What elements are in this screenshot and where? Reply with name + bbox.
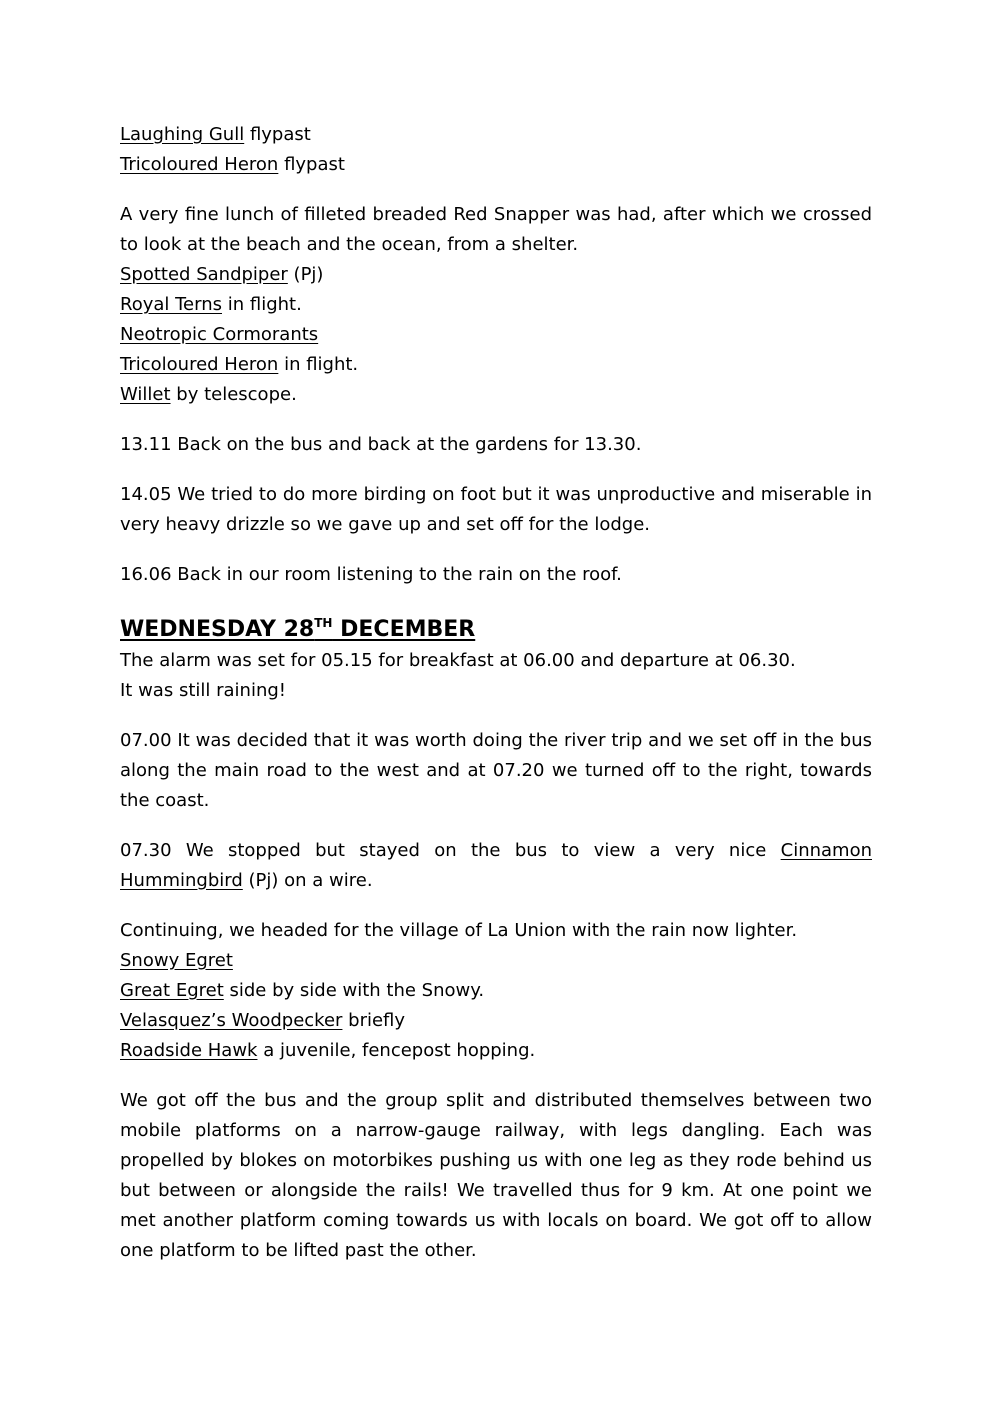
rain-line: It was still raining! [120,680,286,701]
bird-note: (Pj) [287,264,324,285]
bird-name: Cinnamon Hummingbird [120,840,872,891]
bird-entry [120,120,872,150]
paragraph-0730 [120,836,872,896]
continuing-line: Continuing, we headed for the village of La Union with the rain now lighter. [120,920,798,941]
bird-note: flypast [244,124,311,145]
bird-name: Velasquez’s Woodpecker [120,1010,343,1031]
bird-note: a juvenile, fencepost hopping. [257,1040,536,1061]
paragraph-0730-note: (Pj) on a wire. [242,870,373,891]
lunch-section [120,200,872,410]
bird-note: by telescope. [170,384,297,405]
paragraph-1606: 16.06 Back in our room listening to the rain on the roof. [120,564,622,585]
bird-entry [120,1006,872,1036]
bird-note: flypast [278,154,345,175]
paragraph-0700: 07.00 It was decided that it was worth doing the river trip and we set off in the bus along the main road to the west and at 07.20 we turned off to the right, towards the coast. [120,730,872,811]
document-page [120,120,872,1286]
bird-entry [120,946,872,976]
continuing-section [120,916,872,1066]
bird-name: Willet [120,384,171,405]
alarm-line: The alarm was set for 05.15 for breakfast at 06.00 and departure at 06.30. [120,650,796,671]
bird-note: in flight. [222,294,302,315]
bird-name: Roadside Hawk [120,1040,258,1061]
bird-entry [120,290,872,320]
bird-name: Great Egret [120,980,224,1001]
paragraph-platforms: We got off the bus and the group split and distributed themselves between two mobile platforms on a narrow-gauge railway, with legs dangling. Each was propelled by blokes on motorbikes pushing us with one leg as they rode behind us but between or alongside the rails! We travelled thus for 9 km. At one point we met another platform coming towards us with locals on board. We got off to allow one platform to be lifted past the other. [120,1090,872,1261]
bird-name: Tricoloured Heron [120,154,279,175]
alarm-section [120,646,872,706]
bird-entry [120,320,872,350]
bird-entry [120,350,872,380]
bird-entry [120,260,872,290]
heading-ordinal: TH [314,616,333,630]
bird-entry [120,380,872,410]
paragraph-1405: 14.05 We tried to do more birding on foot but it was unproductive and miserable in very heavy drizzle so we gave up and set off for the lodge. [120,484,872,535]
bird-name: Spotted Sandpiper [120,264,288,285]
bird-entry [120,150,872,180]
heading-date: WEDNESDAY 28 [120,617,315,642]
bird-name: Royal Terns [120,294,222,315]
lunch-paragraph: A very fine lunch of filleted breaded Red Snapper was had, after which we crossed to look at the beach and the ocean, from a shelter. [120,204,872,255]
bird-entry [120,976,872,1006]
paragraph-1311: 13.11 Back on the bus and back at the gardens for 13.30. [120,434,642,455]
day-heading [120,614,872,646]
bird-name: Snowy Egret [120,950,233,971]
paragraph-0730-text: 07.30 We stopped but stayed on the bus to view a very nice [120,840,781,861]
bird-note: in flight. [278,354,359,375]
bird-note: side by side with the Snowy. [223,980,485,1001]
heading-month: DECEMBER [332,617,476,642]
bird-name: Laughing Gull [120,124,245,145]
bird-name: Neotropic Cormorants [120,324,319,345]
bird-list-flypast [120,120,872,180]
bird-entry [120,1036,872,1066]
bird-note: briefly [342,1010,406,1031]
bird-name: Tricoloured Heron [120,354,279,375]
